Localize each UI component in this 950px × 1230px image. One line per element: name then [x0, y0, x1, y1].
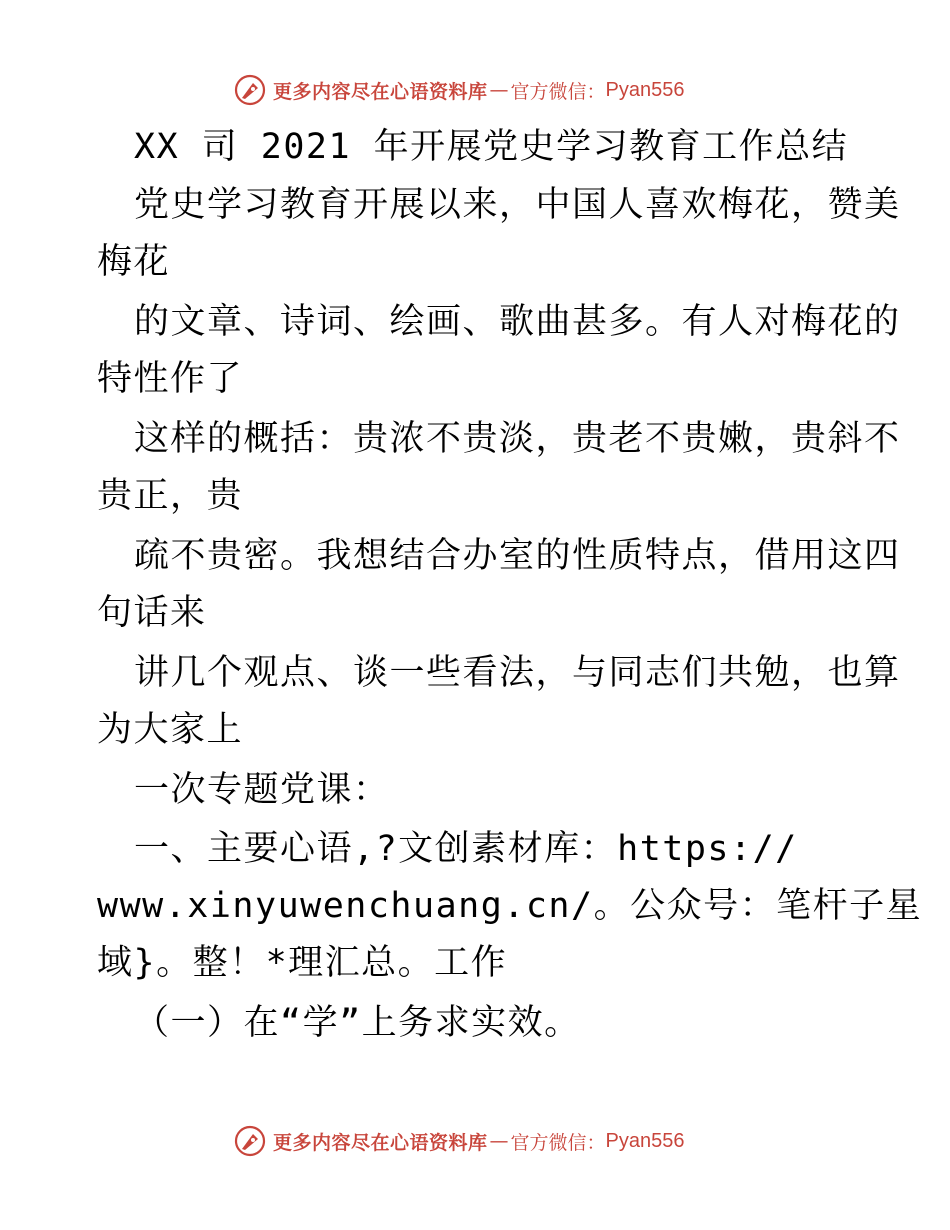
watermark-wechat-label: 官方微信：: [510, 80, 606, 103]
paragraph-line: 域}。整！*理汇总。工作: [97, 943, 508, 983]
watermark-dash: —: [489, 79, 509, 101]
paragraph-line: 特性作了: [97, 359, 244, 399]
document-title: XX 司 2021 年开展党史学习教育工作总结: [134, 127, 849, 167]
paragraph-line: www.xinyuwenchuang.cn/。公众号：笔杆子星: [97, 886, 923, 926]
watermark-text: 更多内容尽在心语资料库: [273, 80, 488, 103]
watermark-banner-top: [233, 70, 685, 110]
paragraph-line: 梅花: [97, 242, 171, 282]
watermark-wechat-id: Pyan556: [605, 1129, 685, 1152]
watermark-dash: —: [489, 1130, 509, 1152]
watermark-text: 更多内容尽在心语资料库: [273, 1131, 488, 1154]
paragraph-line: 为大家上: [97, 710, 244, 750]
watermark-wechat-id: Pyan556: [605, 78, 685, 101]
paragraph-line: 一次专题党课：: [134, 770, 390, 810]
paragraph-line: 讲几个观点、谈一些看法，与同志们共勉，也算: [134, 653, 901, 693]
pen-nib-icon: [233, 73, 267, 107]
paragraph-line: 的文章、诗词、绘画、歌曲甚多。有人对梅花的: [134, 302, 901, 342]
watermark-banner-bottom: [233, 1121, 685, 1161]
paragraph-line: 句话来: [97, 593, 207, 633]
paragraph-line: 这样的概括：贵浓不贵淡，贵老不贵嫩，贵斜不: [134, 419, 901, 459]
subsection-heading: （一）在“学”上务求实效。: [134, 1003, 581, 1043]
pen-nib-icon: [233, 1124, 267, 1158]
paragraph-line: 贵正，贵: [97, 476, 244, 516]
paragraph-line: 疏不贵密。我想结合办室的性质特点，借用这四: [134, 536, 901, 576]
section-heading-line: 一、主要心语,?文创素材库：https://: [134, 829, 798, 869]
paragraph-line: 党史学习教育开展以来，中国人喜欢梅花，赞美: [134, 185, 901, 225]
watermark-wechat-label: 官方微信：: [510, 1131, 606, 1154]
